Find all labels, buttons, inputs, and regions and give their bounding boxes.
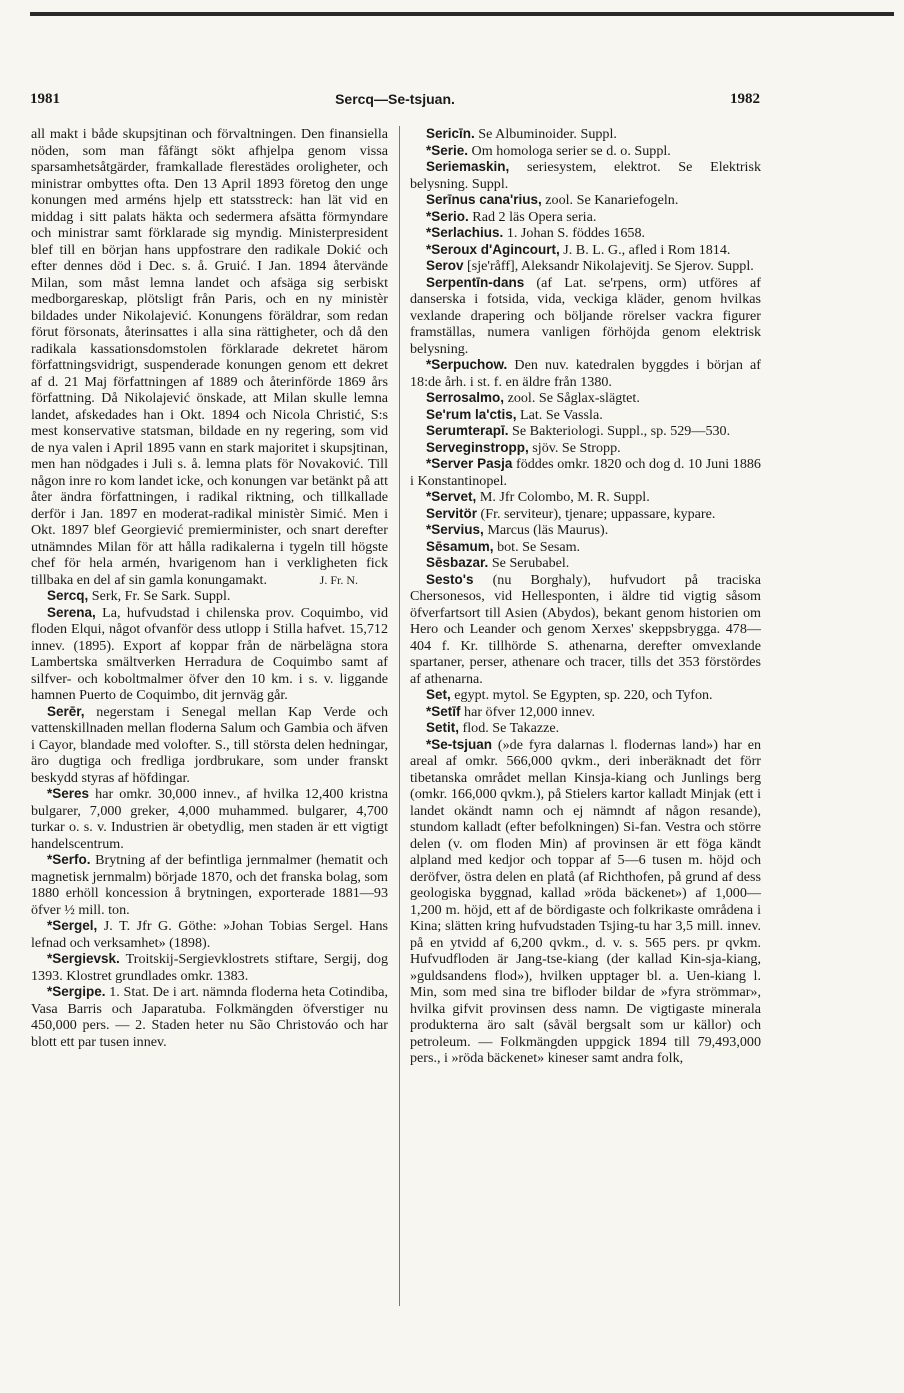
entry-server-pasja: *Server Pasja föddes omkr. 1820 och dog d. 10 Juni 1886 i Konstantinopel. (410, 456, 761, 489)
entry-sesbazar: Sēsbazar. Se Serubabel. (426, 555, 570, 571)
entry-servitor: Servitör (Fr. serviteur), tjenare; uppassare, kypare. (426, 505, 716, 522)
headword: Sesto's (426, 571, 474, 587)
entry-serveginstropp: Serveginstropp, sjöv. Se Stropp. (426, 439, 621, 456)
headword: Sercq, (47, 588, 89, 603)
headword: Serrosalmo, (426, 390, 505, 405)
entry-seres: *Seres har omkr. 30,000 innev., af hvilka 12,400 kristna bulgarer, 7,000 greker, 4,000 muhammed. bulgarer, 4,700 turkar o. s. v. Industrien är obetydlig, men staden är ett vigtigt handelscentrum. (31, 786, 388, 852)
left-column (31, 126, 388, 1050)
top-rule (30, 12, 894, 16)
headword: Setit, (426, 720, 460, 735)
page-title: Sercq—Se-tsjuan. (335, 91, 455, 107)
entry-serena: Serena, La, hufvudstad i chilenska prov. Coquimbo, vid floden Elqui, något ofvanför dess utlopp i Stilla hafvet. 15,712 innev. (1895). Export af koppar från de närbelägna stora Lambertska smältverken Herradura de Coquimbo samt af silfver- och koboltmalmer öfver den 10 km. i s. v. liggande hamnen Puerto de Coquimbo, dit jernväg går. (31, 604, 388, 703)
entry-sercq: Sercq, Serk, Fr. Se Sark. Suppl. (47, 588, 231, 604)
headword: *Servius, (426, 522, 484, 537)
headword: Serena, (47, 604, 96, 620)
entry-serum-lactis: Se'rum la'ctis, Lat. Se Vassla. (426, 406, 603, 423)
entry-serio: *Serio. Rad 2 läs Opera seria. (426, 208, 597, 225)
headword: Serēr, (47, 703, 85, 719)
entry-sergel: *Sergel, J. T. Jfr G. Göthe: »Johan Tobias Sergel. Hans lefnad och verksamhet» (1898). (31, 918, 388, 951)
headword: *Sergievsk. (47, 951, 120, 966)
headword: *Serpuchow. (426, 357, 508, 372)
column-divider (399, 126, 400, 1306)
entry-serpentin-dans: Serpentīn-dans (af Lat. se'rpens, orm) utföres af danserska i fotsida, vida, veckiga kläder, genom hvilkas vexlande drapering och böljande rörelser vackra figurer framställas, numera vanligen förhöjda genom elektrisk belysning. (410, 274, 761, 357)
entry-serie: *Serie. Om homologa serier se d. o. Suppl. (426, 142, 671, 159)
headword: *Serie. (426, 142, 469, 158)
entry-serpuchow: *Serpuchow. Den nuv. katedralen byggdes i början af 18:de årh. i st. f. en äldre från 1380. (410, 357, 761, 390)
page-number-right: 1982 (730, 91, 760, 107)
headword: *Seroux d'Agincourt, (426, 241, 560, 257)
headword: *Se-tsjuan (426, 736, 493, 752)
headword: Serīnus cana'rius, (426, 192, 542, 207)
headword: *Seres (47, 786, 90, 801)
entry-sesamum: Sēsamum, bot. Se Sesam. (426, 538, 581, 555)
headword: *Sergel, (47, 918, 98, 933)
entry-set: Set, egypt. mytol. Se Egypten, sp. 220, och Tyfon. (426, 687, 713, 703)
entry-servet: *Servet, M. Jfr Colombo, M. R. Suppl. (426, 489, 650, 505)
entry-serer: Serēr, negerstam i Senegal mellan Kap Verde och vattenskillnaden mellan floderna Salum och Gambia och äfven i Cayor, blandade med volofter. S., till största delen hedningar, äro dugtiga och fredliga jordbrukare, som under franskt beskydd styras af höfdingar. (31, 703, 388, 786)
right-column (410, 126, 761, 1067)
headword: Set, (426, 687, 451, 702)
entry-setit: Setit, flod. Se Takazze. (426, 720, 560, 736)
entry-sergipe: *Sergipe. 1. Stat. De i art. nämnda floderna heta Cotindiba, Vasa Barris och Japaratuba. Folkmängden öfverstiger nu 450,000 pers. — 2. Staden heter nu São Christováo och har blott ett par tusen innev. (31, 984, 388, 1050)
headword: Sēsamum, (426, 538, 494, 554)
headword: Serov (426, 258, 464, 273)
entry-serinus: Serīnus cana'rius, zool. Se Kanariefogeln. (426, 192, 679, 208)
headword: Servitör (426, 505, 478, 521)
headword: *Servet, (426, 489, 477, 504)
headword: Serpentīn-dans (426, 274, 525, 290)
headword: *Serfo. (47, 852, 91, 867)
page-number-left: 1981 (30, 91, 60, 107)
entry-sergievsk: *Sergievsk. Troitskij-Sergievklostrets stiftare, Sergij, dog 1393. Klostret grundlades omkr. 1383. (31, 951, 388, 984)
entry-serrosalmo: Serrosalmo, zool. Se Såglax-slägtet. (426, 390, 640, 406)
headword: Sēsbazar. (426, 555, 489, 570)
headword: Sericīn. (426, 126, 475, 141)
headword: *Serio. (426, 208, 469, 224)
entry-serov: Serov [sje'råff], Aleksandr Nikolajevitj. Se Sjerov. Suppl. (426, 258, 754, 274)
headword: *Sergipe. (47, 984, 106, 999)
entry-seriemaskin: Seriemaskin, seriesystem, elektrot. Se Elektrisk belysning. Suppl. (410, 159, 761, 192)
headword: Seriemaskin, (426, 159, 510, 174)
entry-servius: *Servius, Marcus (läs Maurus). (426, 522, 609, 538)
entry-sericin: Sericīn. Se Albuminoider. Suppl. (426, 126, 617, 142)
entry-serfo: *Serfo. Brytning af der befintliga jernmalmer (hematit och magnetisk jernmalm) började 1870, och det franska bolag, som 1880 erhöll koncession å brytningen, exporterade 1881—93 öfver ½ mill. ton. (31, 852, 388, 918)
entry-sestos: Sesto's (nu Borghaly), hufvudort på traciska Chersonesos, vid Hellesponten, i äldre tid vigtig såsom öfverfartsort till Asien (Abydos), bekant genom historien om Hero och Leander och genom Xerxes' skeppsbrygga. 478—404 f. Kr. tillhörde S. athenarna, derefter omvexlande spartaner, perser, athenare och tracer, tills det 353 förstördes af athenarna. (410, 571, 761, 687)
headword: *Serlachius. (426, 225, 504, 240)
author-signature: J. Fr. N. (319, 572, 358, 587)
headword: *Server Pasja (426, 456, 513, 471)
entry-serumterapi: Serumterapī. Se Bakteriologi. Suppl., sp. 529—530. (426, 423, 731, 439)
entry-setif: *Setīf har öfver 12,000 innev. (426, 703, 596, 720)
headword: *Setīf (426, 703, 461, 719)
entry-seroux: *Seroux d'Agincourt, J. B. L. G., afled i Rom 1814. (426, 241, 731, 258)
entry-se-tsjuan: *Se-tsjuan (»de fyra dalarnas l. flodernas land») har en areal af omkr. 566,000 qvkm., deri inberäknadt det förr tibetanska området mellan Kinsja-kiang och Junlings berg (omkr. 166,000 qvkm.), på Stielers kartor kalladt Minjak (ett i landet okändt namn och ej nämndt af någon resande), stundom kalladt (efter befolkningen) Si-fan. Vestra och större delen (v. om floden Min) af provinsen är ett föga kändt alpland med kedjor och toppar af 5—6 tusen m. höjd och deröfver, östra delen en platå (af Richthofen, på grund af dess geologiska byggnad, kallad »röda bäckenet») af 1,000—1,200 m. höjd, ett af de bördigaste och folkrikaste områdena i Kina; slätten kring hufvudstaden Tsjing-tu har 3,5 mill. innev. på en ytvidd af 6,200 qvkm., d. v. s. 565 pers. pr qvkm. Hufvudfloden är Jang-tse-kiang (der kallad Kin-sja-kiang, »guldsandens flod»), hvilken upptager bl. a. Uen-kiang l. Min, som med sina tre bifloder bildar de »fyra strömmar», hvilka gifvit provinsen dess namn. De vigtigaste minerala produkterna äro salt (såväl bergsalt som ur källor) och petroleum. — Folkmängden uppgick 1894 till 79,493,000 pers., i »röda bäckenet» kineser samt andra folk, (410, 736, 761, 1066)
headword: Serveginstropp, (426, 439, 529, 455)
headword: Se'rum la'ctis, (426, 406, 517, 422)
entry-serlachius: *Serlachius. 1. Johan S. föddes 1658. (426, 225, 646, 241)
headword: Serumterapī. (426, 423, 509, 438)
entry-serbia-continuation: all makt i både skupsjtinan och förvaltningen. Den finansiella nöden, som man fåfängt sökt afhjelpa genom vissa sparsamhetsåtgärder, framkallade flerestädes oroligheter, och ministrar ombyttes ofta. Den 13 April 1893 företog den unge konungen med arméns hjelp ett statsstreck: han lät vid en middag i sitt palats häkta och sedermera afsätta förmyndare och ministrar samt förklarade sig myndig. Ministerpresident blef till en början hans uppfostrare den radikale Dokić och efter dennes död i Dec. s. å. Gruić. I Jan. 1894 återvände Milan, som måst lemna landet och afsäga sig serbiskt medborgareskap, plötsligt från Paris, och en ny ministèr bildades under Nikolajević. Konungens föräldrar, som redan förut försonats, återinsattes i alla sina rättigheter, och då den radikala kassationsdomstolen förklarade dekretet härom författningsvidrigt, suspenderade konungen genom ett dekret af d. 21 Maj författningen af 1889 och återinförde 1869 års författning. Då Nikolajević önskade, att Milan skulle lemna landet, afskedades han i Okt. 1894 och Nicola Christić, S:s mest konservative statsman, bildade en ny regering, som vid de nya valen i April 1895 vann en stark majoritet i skupsjtinan, men han nödgades i Juli s. å. lemna plats för Novaković. Till någon inre ro kom landet icke, och konungen var betänkt på att åter ändra författningen, i radikal riktning, och tillkallade derför i Jan. 1897 en moderat-radikal ministèr Simić. Men i Okt. 1897 blef Georgiević premierminister, och snart derefter utnämndes Milan för att hålla radikalerna i tygeln till högste chef för hela armén, hvarigenom han i verkligheten fick tillbaka en del af sin gamla konungamakt. (31, 126, 388, 588)
page-header (30, 91, 760, 113)
